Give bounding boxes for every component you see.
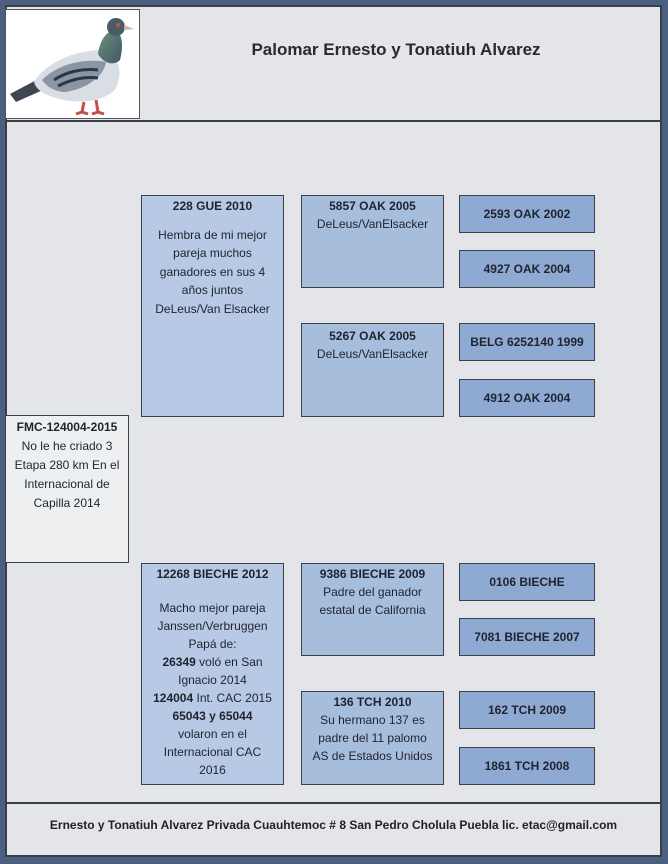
sire-line: Papá de:	[188, 637, 237, 651]
great-grandparent-box	[459, 563, 595, 601]
great-grandparent-box	[459, 691, 595, 729]
grandparent-ring: 5857 OAK 2005	[329, 199, 416, 213]
subject-line: de Capilla 2014	[33, 477, 110, 510]
footer-contact: Ernesto y Tonatiuh Alvarez Privada Cuauhtemoc # 8 San Pedro Cholula Puebla lic. etac@gmail.com	[49, 818, 618, 832]
sire-line: Janssen/Verbruggen	[157, 619, 268, 633]
footer-divider	[5, 802, 662, 804]
great-grandparent-ring: 1861 TCH 2008	[484, 759, 570, 773]
sire-note: 124004 Int. CAC 2015	[153, 691, 272, 705]
grandparent-ring: 136 TCH 2010	[333, 695, 412, 709]
sire-note: Internacional CAC	[163, 745, 262, 759]
grandparent-line: DeLeus/VanElsacker	[316, 217, 429, 231]
dam-ring: 228 GUE 2010	[172, 199, 253, 213]
grandparent-line: DeLeus/VanElsacker	[316, 347, 429, 361]
great-grandparent-ring: 4927 OAK 2004	[483, 262, 571, 276]
sire-note: 26349 voló en San	[162, 655, 263, 669]
subject-box	[5, 415, 129, 563]
great-grandparent-ring: 4912 OAK 2004	[483, 391, 571, 405]
logo-box	[5, 9, 140, 119]
sire-ring: 12268 BIECHE 2012	[156, 567, 269, 581]
grandparent-line: Padre del ganador	[323, 585, 422, 599]
dam-line: años juntos	[181, 283, 244, 297]
grandparent-line: AS de Estados Unidos	[312, 749, 433, 763]
great-grandparent-ring: 162 TCH 2009	[487, 703, 567, 717]
grandparent-line: Su hermano 137 es	[320, 713, 425, 727]
great-grandparent-ring: 7081 BIECHE 2007	[474, 630, 580, 644]
dam-line: pareja muchos	[173, 246, 252, 260]
dam-line: DeLeus/Van Elsacker	[155, 301, 270, 316]
page-title: Palomar Ernesto y Tonatiuh Alvarez	[251, 40, 541, 59]
great-grandparent-ring: 0106 BIECHE	[489, 575, 565, 589]
pigeon-icon	[6, 10, 139, 118]
grandparent-ring: 5267 OAK 2005	[329, 329, 416, 343]
great-grandparent-box	[459, 250, 595, 288]
subject-line: En el Internacional	[24, 458, 120, 491]
great-grandparent-box	[459, 379, 595, 417]
great-grandparent-box	[459, 195, 595, 233]
dam-line: Hembra de mi mejor	[158, 227, 267, 242]
sire-note: 65043 y 65044	[172, 709, 253, 723]
grandparent-box	[301, 323, 444, 417]
great-grandparent-box	[459, 323, 595, 361]
great-grandparent-box	[459, 618, 595, 656]
sire-line: Macho mejor pareja	[159, 601, 266, 615]
grandparent-box	[301, 563, 444, 656]
sire-note: volaron en el	[178, 727, 247, 741]
great-grandparent-ring: 2593 OAK 2002	[483, 207, 571, 221]
dam-box	[141, 195, 284, 417]
grandparent-ring: 9386 BIECHE 2009	[319, 567, 426, 581]
grandparent-line: padre del 11 palomo	[318, 731, 427, 745]
grandparent-line: estatal de California	[319, 603, 426, 617]
sire-box	[141, 563, 284, 785]
grandparent-box	[301, 195, 444, 288]
sire-note: 2016	[199, 763, 226, 777]
great-grandparent-box	[459, 747, 595, 785]
subject-line: No le he criado	[21, 439, 103, 453]
subject-line: 3 Etapa 280 km	[14, 439, 113, 472]
subject-ring: FMC-124004-2015	[16, 420, 118, 434]
great-grandparent-ring: BELG 6252140 1999	[470, 335, 584, 349]
dam-line: ganadores en sus 4	[159, 264, 266, 279]
sire-note: Ignacio 2014	[178, 673, 247, 687]
grandparent-box	[301, 691, 444, 785]
